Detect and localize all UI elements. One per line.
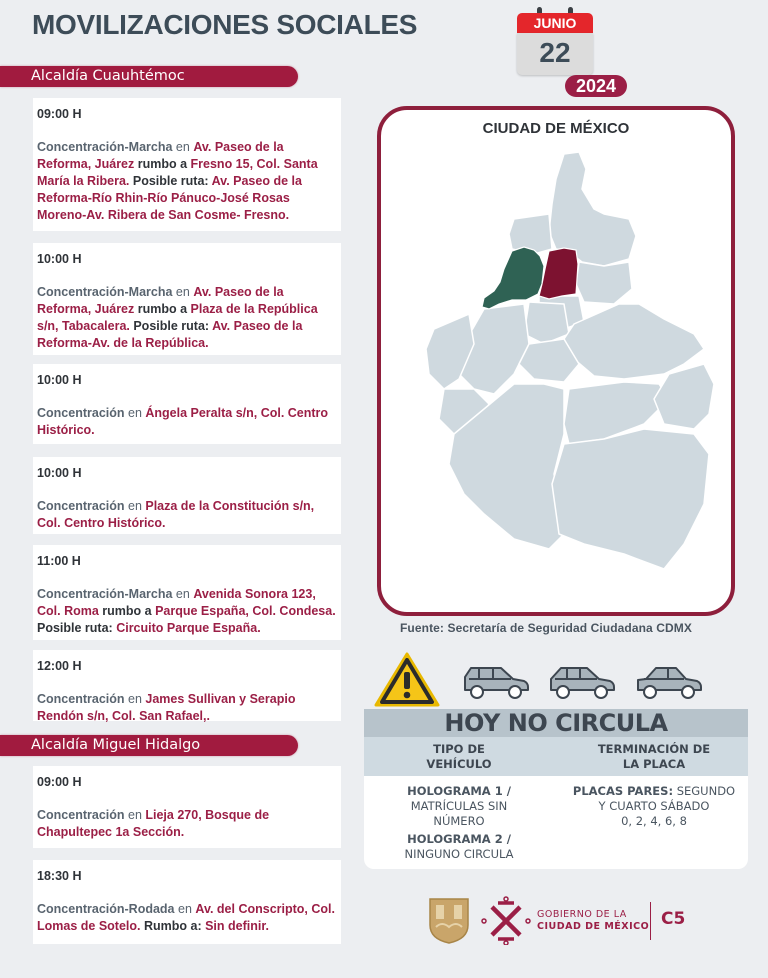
description-segment: Av. del Conscripto, Col. Lomas de Sotelo. (37, 902, 335, 933)
vehicle-type-cell (384, 784, 534, 862)
cdmx-government-emblem-icon (482, 897, 530, 945)
description-segment: Plaza de la República s/n, Tabacalera. (37, 302, 318, 333)
map-region-miguel-hidalgo (482, 247, 544, 309)
description-segment: Av. Paseo de la Reforma-Río Rhin-Río Pánuco-José Rosas Moreno-Av. Ribera de San Cosme- Fresno. (37, 174, 302, 222)
plates-text: SEGUNDO (673, 784, 736, 798)
description-segment: en (172, 587, 194, 601)
description-segment: rumbo a (134, 157, 191, 171)
car-icon (634, 665, 704, 701)
car-icon (461, 665, 531, 701)
description-segment: Sin definir. (205, 919, 269, 933)
column-header-tipo-vehiculo (384, 742, 534, 772)
description-segment: rumbo a (98, 604, 156, 618)
description-segment: en (174, 902, 196, 916)
map-region-milpa-alta (552, 429, 709, 569)
description-segment: Rumbo a: (140, 919, 206, 933)
hologram-1-text: NÚMERO (433, 814, 485, 828)
description-segment: Parque España, Col. Condesa. (155, 604, 336, 618)
description-segment: Ángela Peralta s/n, Col. Centro Histórico. (37, 406, 329, 437)
hologram-1-text: MATRÍCULAS SIN (410, 799, 508, 813)
map-region-cuauhtemoc (539, 248, 578, 299)
column-header-terminacion-placa (564, 742, 744, 772)
hoy-no-circula-panel (364, 709, 748, 869)
wordmark-line: CIUDAD DE MÉXICO (537, 921, 650, 932)
description-segment: Concentración-Marcha (37, 140, 173, 154)
description-segment: en (172, 285, 194, 299)
footer-logos (428, 895, 538, 945)
hologram-2-text: NINGUNO CIRCULA (404, 847, 514, 861)
description-segment: Concentración (37, 406, 125, 420)
event-time: 18:30 H (37, 869, 82, 883)
event-time: 09:00 H (37, 107, 82, 121)
header-line: LA PLACA (622, 757, 686, 771)
cdmx-shield-icon (430, 899, 468, 943)
event-card (33, 457, 341, 534)
event-description (37, 586, 337, 637)
section-header-cuauhtemoc: Alcaldía Cuauhtémoc (0, 66, 298, 87)
description-segment: Avenida Sonora 123, Col. Roma (37, 587, 316, 618)
header-line: TERMINACIÓN DE (597, 742, 711, 756)
description-segment: Circuito Parque España. (116, 621, 261, 635)
event-card (33, 243, 341, 355)
description-segment: Plaza de la Constitución s/n, Col. Centro Histórico. (37, 499, 315, 530)
description-segment: Concentración-Marcha (37, 587, 173, 601)
description-segment: en (124, 808, 146, 822)
event-time: 10:00 H (37, 373, 82, 387)
event-time: 10:00 H (37, 466, 82, 480)
header-line: VEHÍCULO (426, 757, 492, 771)
event-card (33, 364, 341, 444)
plates-digits: 0, 2, 4, 6, 8 (621, 814, 687, 828)
footer-divider (650, 902, 651, 940)
description-segment: en (124, 499, 146, 513)
plates-label: PLACAS PARES: (572, 784, 674, 798)
event-card (33, 860, 341, 944)
source-credit: Fuente: Secretaría de Seguridad Ciudadana CDMX (400, 621, 692, 635)
description-segment: Posible ruta: (129, 319, 213, 333)
event-description (37, 284, 337, 352)
event-time: 09:00 H (37, 775, 82, 789)
event-card (33, 766, 341, 848)
description-segment: en (124, 406, 146, 420)
description-segment: rumbo a (134, 302, 191, 316)
event-card (33, 650, 341, 721)
event-time: 12:00 H (37, 659, 82, 673)
description-segment: James Sullivan y Serapio Rendón s/n, Col. San Rafael,. (37, 692, 296, 723)
event-time: 10:00 H (37, 252, 82, 266)
description-segment: Fresno 15, Col. Santa María la Ribera. (37, 157, 318, 188)
map-frame (377, 106, 735, 616)
gobierno-cdmx-wordmark (537, 909, 649, 933)
hologram-2-label: HOLOGRAMA 2 / (407, 832, 511, 846)
description-segment: Concentración-Rodada (37, 902, 175, 916)
car-icon (547, 665, 617, 701)
event-description (37, 498, 337, 532)
page-title: MOVILIZACIONES SOCIALES (32, 9, 418, 40)
description-segment: Concentración (37, 499, 125, 513)
description-segment: Concentración-Marcha (37, 285, 173, 299)
calendar-day: 22 (517, 33, 593, 75)
calendar-icon (517, 7, 593, 73)
map-region-bj (524, 302, 569, 344)
event-card (33, 545, 341, 640)
plate-ending-cell (560, 784, 748, 829)
event-description (37, 139, 337, 224)
description-segment: Concentración (37, 692, 125, 706)
description-segment: Posible ruta: (37, 621, 117, 635)
event-description (37, 691, 337, 725)
event-description (37, 807, 337, 841)
section-header-miguel-hidalgo: Alcaldía Miguel Hidalgo (0, 735, 298, 756)
description-segment: Posible ruta: (129, 174, 212, 188)
description-segment: Av. Paseo de la Reforma-Av. de la República. (37, 319, 303, 350)
map-region-iztapalapa (564, 304, 704, 379)
description-segment: Concentración (37, 808, 125, 822)
map-title: CIUDAD DE MÉXICO (482, 120, 630, 137)
event-card (33, 98, 341, 231)
event-description (37, 405, 337, 439)
calendar-month: JUNIO (517, 13, 593, 33)
wordmark-line: GOBIERNO DE LA (537, 909, 627, 920)
description-segment: en (172, 140, 194, 154)
warning-icon (372, 650, 442, 710)
plates-text: Y CUARTO SÁBADO (598, 799, 710, 813)
hologram-1-label: HOLOGRAMA 1 / (407, 784, 511, 798)
year-badge: 2024 (565, 75, 627, 97)
header-line: TIPO DE (433, 742, 485, 756)
description-segment: Lieja 270, Bosque de Chapultepec 1a Sección. (37, 808, 270, 839)
event-time: 11:00 H (37, 554, 81, 568)
map-region-vc (576, 262, 632, 304)
description-segment: Av. Paseo de la Reforma, Juárez (37, 285, 284, 316)
c5-logo: C5 (661, 909, 686, 929)
map-region-azcapotzalco (509, 214, 552, 254)
cdmx-map (381, 110, 731, 612)
description-segment: Av. Paseo de la Reforma, Juárez (37, 140, 284, 171)
event-description (37, 901, 337, 935)
hoy-no-circula-title: HOY NO CIRCULA (364, 709, 748, 737)
description-segment: en (124, 692, 146, 706)
